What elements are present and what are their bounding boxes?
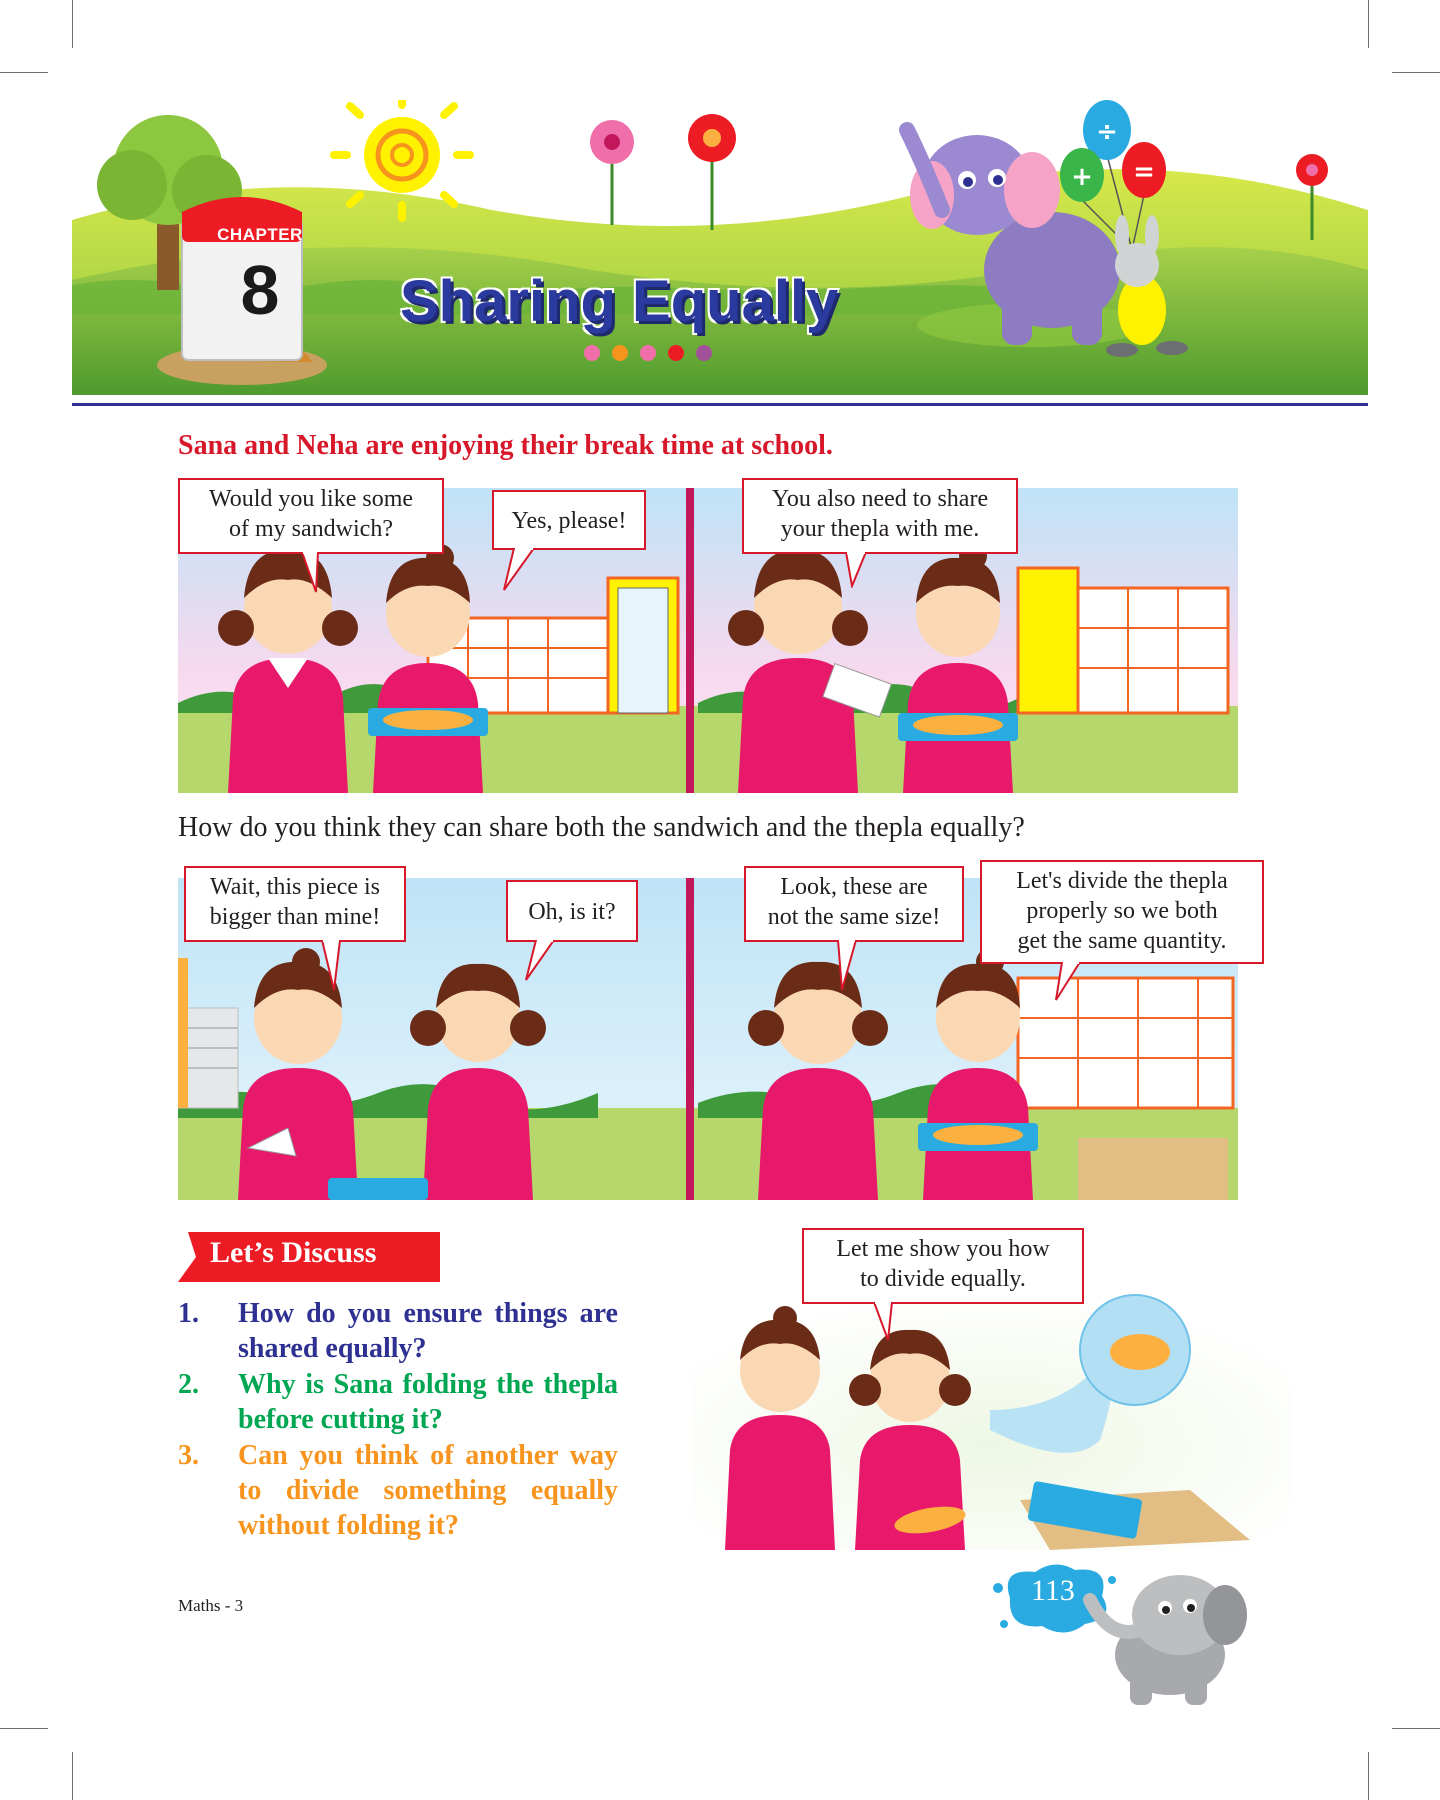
question-number: 1. bbox=[178, 1298, 199, 1329]
svg-text:+: + bbox=[1071, 162, 1093, 192]
chapter-number: 8 bbox=[240, 251, 280, 329]
chapter-banner bbox=[72, 100, 1368, 395]
chapter-label: CHAPTER bbox=[217, 225, 303, 244]
speech-bubble-tail bbox=[502, 548, 542, 592]
speech-bubble bbox=[744, 866, 964, 942]
bubble-line: of my sandwich? bbox=[229, 516, 393, 542]
bubble-line: not the same size! bbox=[767, 904, 941, 930]
crop-mark bbox=[1368, 1752, 1369, 1800]
bubble-line: Wait, this piece is bbox=[209, 874, 381, 900]
bubble-line: Yes, please! bbox=[511, 508, 627, 534]
speech-bubble bbox=[506, 880, 638, 942]
speech-bubble bbox=[178, 478, 444, 554]
speech-bubble bbox=[980, 860, 1264, 964]
discuss-question bbox=[178, 1367, 618, 1439]
question-text: Can you think of another way to divide something equally without folding it? bbox=[238, 1440, 618, 1541]
question-number: 3. bbox=[178, 1440, 199, 1471]
speech-bubble-tail bbox=[840, 552, 880, 588]
speech-bubble-tail bbox=[1054, 962, 1084, 1002]
bubble-line: Would you like some bbox=[208, 486, 414, 512]
crop-mark bbox=[1392, 72, 1440, 73]
bubble-line: Let's divide the thepla bbox=[1016, 868, 1228, 894]
bubble-line: Let me show you how bbox=[836, 1236, 1050, 1262]
svg-text:=: = bbox=[1133, 157, 1155, 187]
chapter-title: Sharing Equally bbox=[400, 269, 839, 334]
bubble-line: your thepla with me. bbox=[780, 516, 980, 542]
speech-bubble bbox=[184, 866, 406, 942]
crop-mark bbox=[0, 1728, 48, 1729]
question-text: Why is Sana folding the thepla before cutting it? bbox=[238, 1369, 618, 1435]
bubble-line: You also need to share bbox=[771, 486, 989, 512]
bubble-line: bigger than mine! bbox=[209, 904, 381, 930]
crop-mark bbox=[1392, 1728, 1440, 1729]
crop-mark bbox=[72, 0, 73, 48]
speech-bubble bbox=[492, 490, 646, 550]
speech-bubble bbox=[742, 478, 1018, 554]
banner-landscape-illustration bbox=[72, 100, 1368, 395]
crop-mark bbox=[0, 72, 48, 73]
question-text: How do you think they can share both the sandwich and the thepla equally? bbox=[178, 812, 1025, 843]
speech-bubble-tail bbox=[522, 940, 562, 982]
bubble-line: Oh, is it? bbox=[528, 899, 616, 925]
bubble-line: get the same quantity. bbox=[1017, 928, 1227, 954]
demo-illustration bbox=[690, 1290, 1290, 1550]
girls-folding-thepla-scene bbox=[690, 1290, 1290, 1550]
discuss-question bbox=[178, 1438, 618, 1548]
question-text: How do you ensure things are shared equally? bbox=[238, 1298, 618, 1364]
bubble-line: to divide equally. bbox=[860, 1266, 1026, 1292]
speech-bubble-tail bbox=[300, 552, 340, 594]
question-number: 2. bbox=[178, 1369, 199, 1400]
speech-bubble-tail bbox=[834, 940, 864, 992]
bubble-line: Look, these are bbox=[780, 874, 928, 900]
discuss-heading: Let’s Discuss bbox=[210, 1236, 377, 1269]
page-number: 113 bbox=[1031, 1574, 1075, 1607]
speech-bubble bbox=[802, 1228, 1084, 1304]
intro-text: Sana and Neha are enjoying their break time at school. bbox=[178, 430, 833, 461]
crop-mark bbox=[1368, 0, 1369, 48]
book-name: Maths - 3 bbox=[178, 1596, 244, 1615]
crop-mark bbox=[72, 1752, 73, 1800]
speech-bubble-tail bbox=[318, 940, 348, 992]
bubble-line: properly so we both bbox=[1026, 898, 1218, 924]
discuss-question bbox=[178, 1296, 618, 1368]
speech-bubble-tail bbox=[870, 1302, 900, 1342]
svg-text:÷: ÷ bbox=[1096, 117, 1118, 147]
banner-divider bbox=[72, 403, 1368, 406]
